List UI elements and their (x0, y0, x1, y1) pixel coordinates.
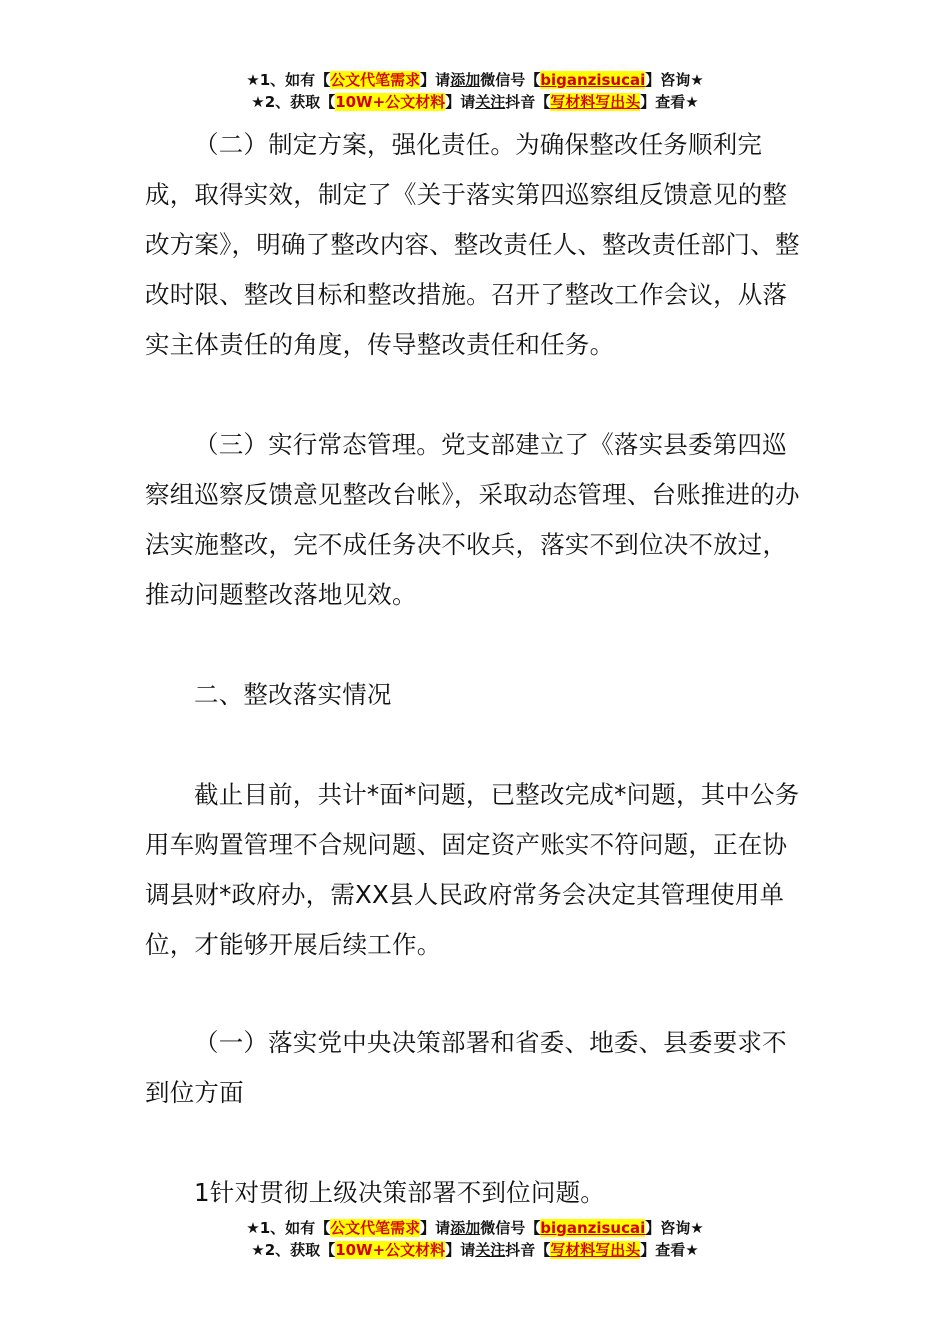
paragraph-progress-summary: 截止目前，共计*面*问题，已整改完成*问题，其中公务用车购置管理不合规问题、固定资产账实不符问题，正在协调县财*政府办，需XX县人民政府常务会决定其管理使用单位，才能够开展后续工作。 (145, 780, 800, 959)
banner-text: 】请 (445, 1241, 476, 1259)
document-body-paragraph (145, 420, 805, 620)
list-item-heading: 1针对贯彻上级决策部署不到位问题。 (194, 1178, 605, 1207)
wechat-id-link[interactable]: biganzisucai (540, 1219, 646, 1237)
banner-text: ★1、如有【 (246, 1219, 331, 1237)
banner-text: 】咨询★ (645, 1219, 704, 1237)
wechat-id-link[interactable]: biganzisucai (540, 71, 646, 89)
banner-text: ★2、获取【 (251, 93, 336, 111)
douyin-account-link[interactable]: 写材料写出头 (550, 1241, 641, 1259)
banner-highlight: 10W+公文材料 (335, 93, 446, 111)
document-body-paragraph (145, 770, 805, 970)
banner-line-2 (0, 1239, 950, 1261)
footer-banner (0, 1217, 950, 1261)
banner-highlight: 公文代笔需求 (330, 71, 421, 89)
banner-highlight: 公文代笔需求 (330, 1219, 421, 1237)
document-body-paragraph (145, 1018, 805, 1118)
banner-line-2 (0, 91, 950, 113)
banner-underlined-text: 添加 (450, 71, 481, 89)
banner-underlined-text: 关注 (475, 93, 506, 111)
document-body-paragraph (145, 120, 805, 370)
header-banner (0, 69, 950, 113)
subsection-heading: （一）落实党中央决策部署和省委、地委、县委要求不到位方面 (145, 1028, 787, 1107)
banner-text: ★2、获取【 (251, 1241, 336, 1259)
banner-line-1 (0, 1217, 950, 1239)
banner-text: 抖音【 (505, 93, 551, 111)
banner-line-1 (0, 69, 950, 91)
banner-text: 】查看★ (640, 1241, 699, 1259)
banner-text: 】查看★ (640, 93, 699, 111)
banner-text: ★1、如有【 (246, 71, 331, 89)
banner-text: 】请 (420, 1219, 451, 1237)
banner-text: 微信号【 (480, 71, 541, 89)
banner-underlined-text: 添加 (450, 1219, 481, 1237)
douyin-account-link[interactable]: 写材料写出头 (550, 93, 641, 111)
section-heading: 二、整改落实情况 (194, 680, 392, 709)
document-body-paragraph (145, 670, 805, 720)
document-body-paragraph (145, 1168, 805, 1218)
banner-text: 微信号【 (480, 1219, 541, 1237)
banner-text: 】请 (445, 93, 476, 111)
banner-underlined-text: 关注 (475, 1241, 506, 1259)
banner-highlight: 10W+公文材料 (335, 1241, 446, 1259)
banner-text: 】请 (420, 71, 451, 89)
paragraph-regular-management: （三）实行常态管理。党支部建立了《落实县委第四巡察组巡察反馈意见整改台帐》，采取动态管理、台账推进的办法实施整改，完不成任务决不收兵，落实不到位决不放过，推动问题整改落地见效。 (145, 430, 800, 609)
banner-text: 】咨询★ (645, 71, 704, 89)
banner-text: 抖音【 (505, 1241, 551, 1259)
paragraph-plan-responsibility: （二）制定方案，强化责任。为确保整改任务顺利完成，取得实效，制定了《关于落实第四巡察组反馈意见的整改方案》，明确了整改内容、整改责任人、整改责任部门、整改时限、整改目标和整改措施。召开了整改工作会议，从落实主体责任的角度，传导整改责任和任务。 (145, 130, 800, 359)
